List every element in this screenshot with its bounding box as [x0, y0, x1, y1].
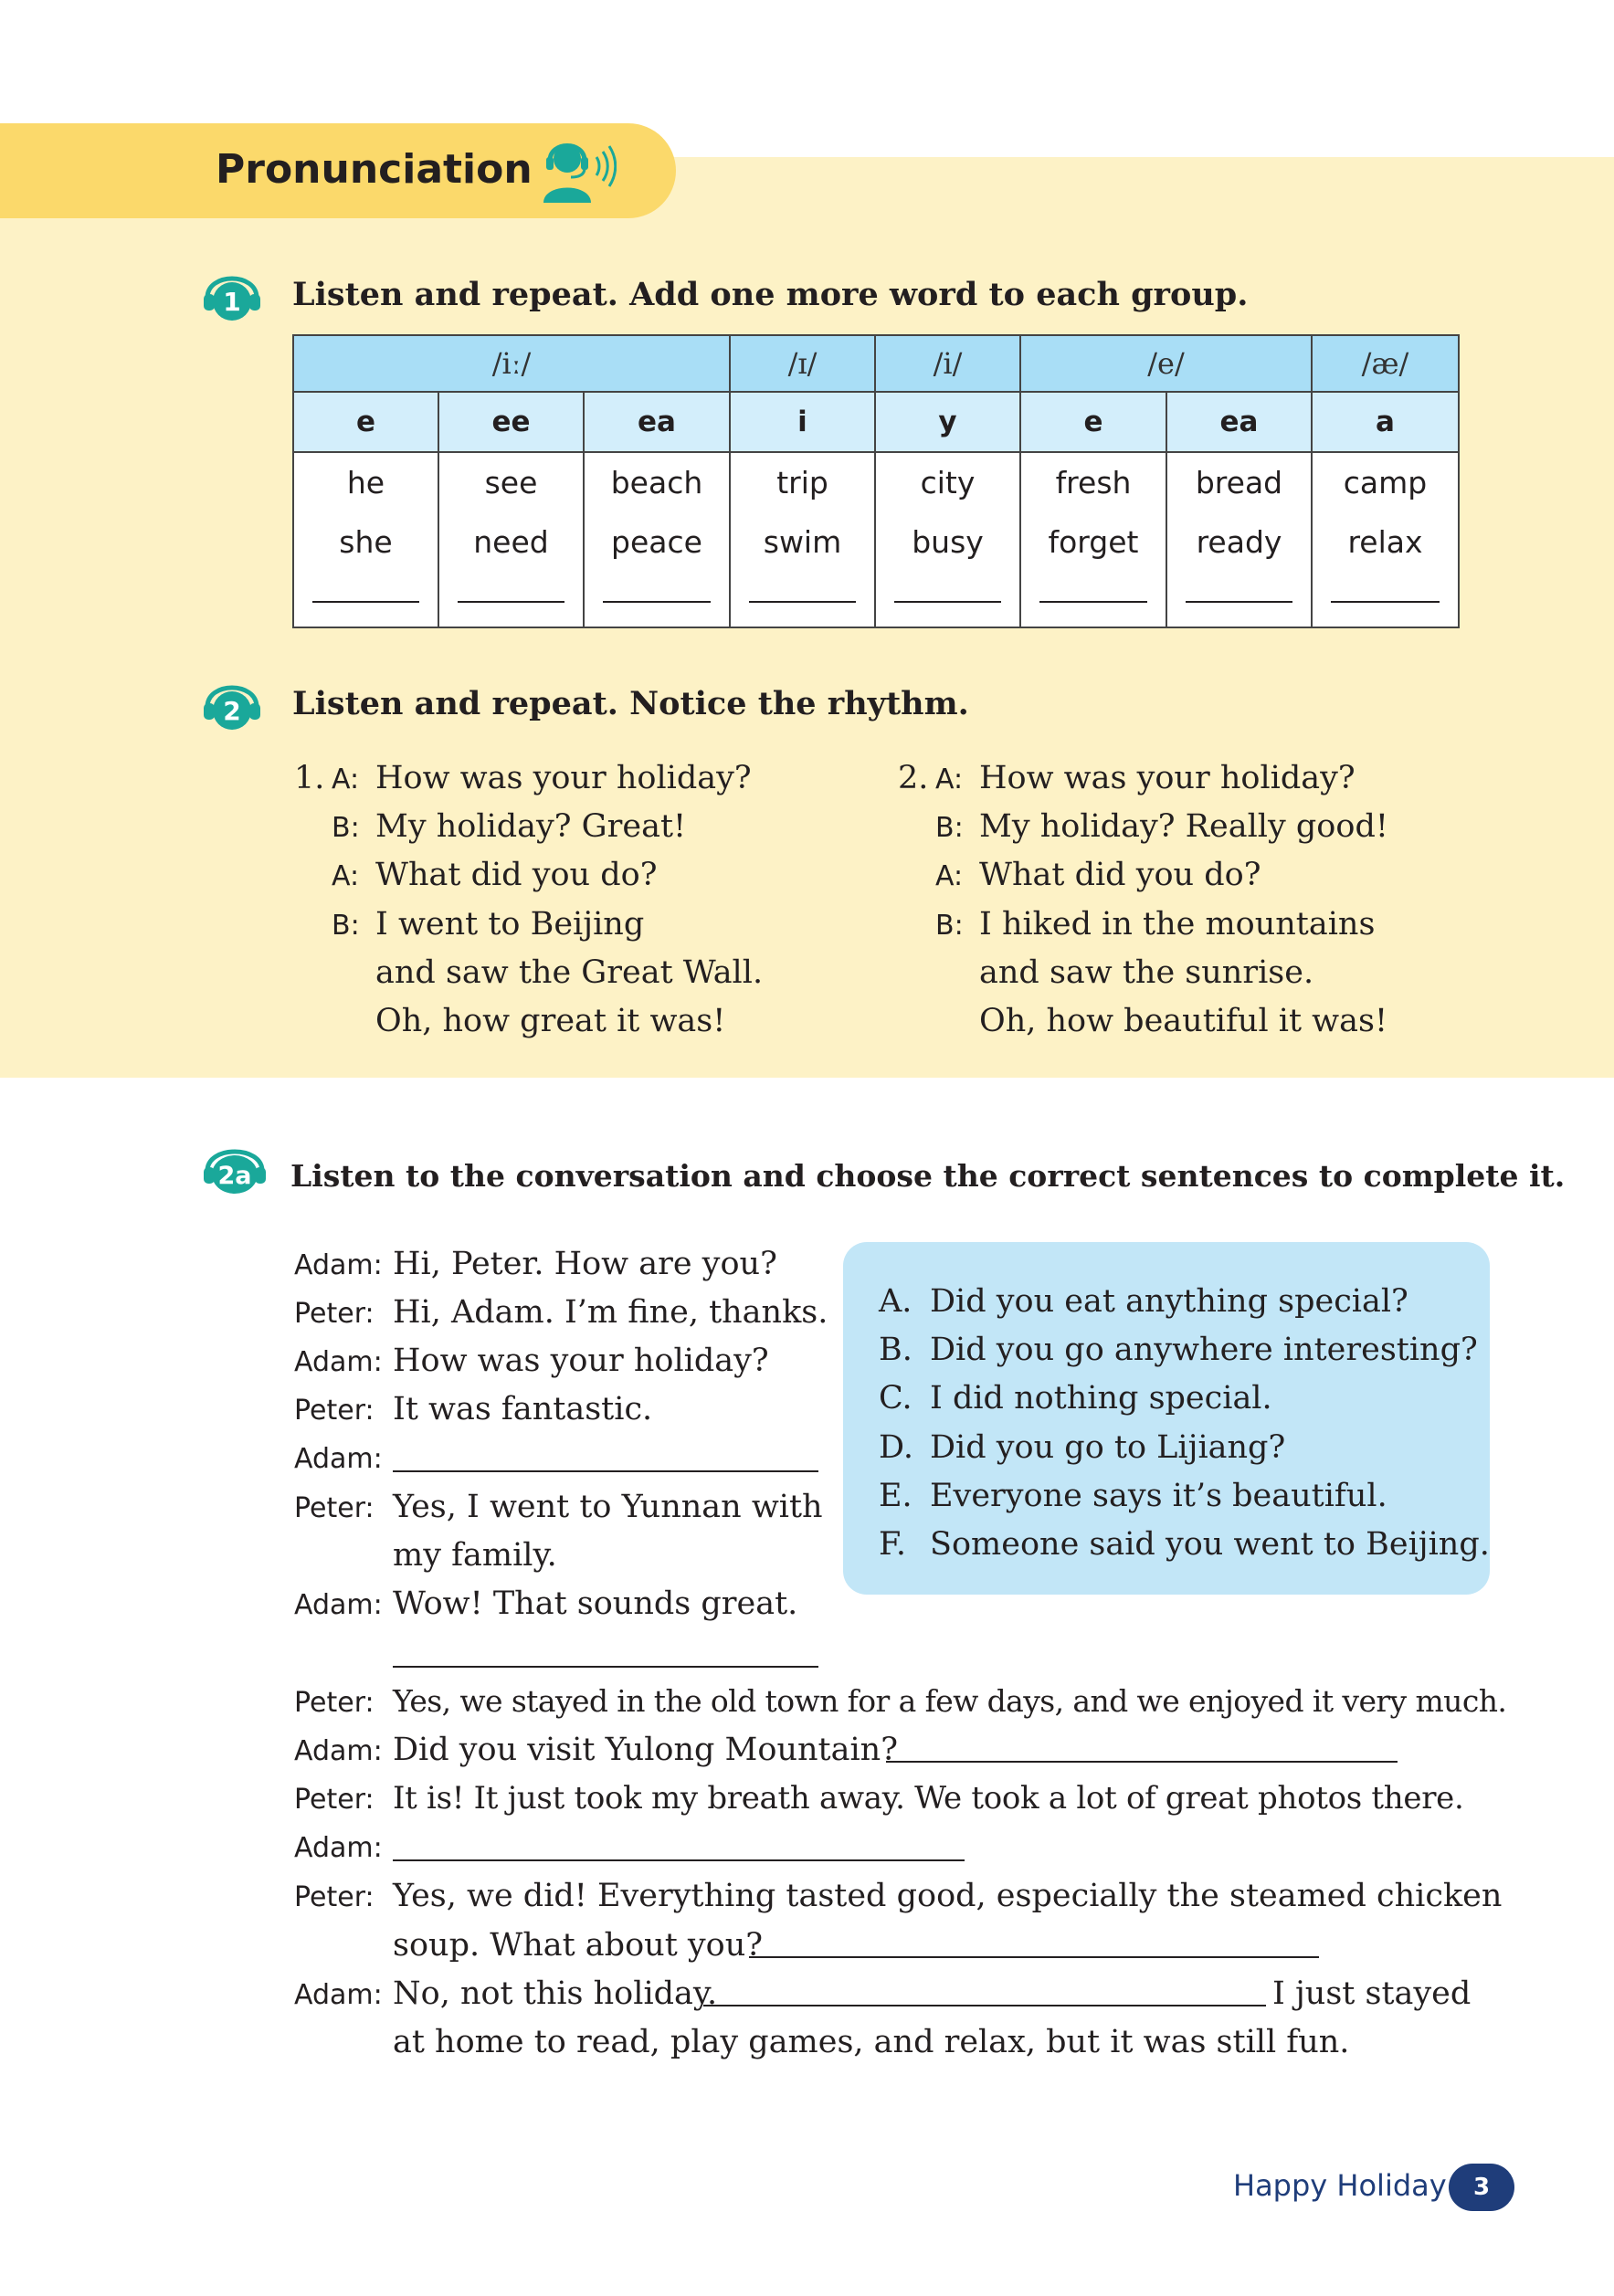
- answer-blank[interactable]: [393, 1666, 818, 1668]
- answer-blank[interactable]: [1039, 601, 1147, 603]
- activity2-instruction: Listen and repeat. Notice the rhythm.: [292, 685, 969, 722]
- speaker-label: Peter:: [294, 1881, 374, 1913]
- word-cell: [1020, 452, 1166, 627]
- conversation-line: How was your holiday?: [393, 1343, 769, 1379]
- speaker-label: A:: [332, 764, 360, 795]
- conversation-line: Yes, we did! Everything tasted good, especially the steamed chicken: [393, 1878, 1503, 1914]
- section-title: Pronunciation: [216, 146, 533, 193]
- dialog-line: and saw the Great Wall.: [375, 954, 764, 991]
- option-text[interactable]: I did nothing special.: [930, 1380, 1272, 1417]
- word: trip: [776, 465, 828, 500]
- word-cell: [1166, 452, 1312, 627]
- word-cell: [438, 452, 584, 627]
- phonics-table: [292, 334, 1460, 628]
- speaker-label: A:: [935, 860, 964, 892]
- speaker-label: Adam:: [294, 1443, 383, 1475]
- conversation-line: at home to read, play games, and relax, but it was still fun.: [393, 2024, 1350, 2060]
- conversation-line: Hi, Adam. I’m fine, thanks.: [393, 1294, 828, 1331]
- word: ready: [1196, 524, 1282, 560]
- answer-blank[interactable]: [393, 1470, 818, 1472]
- answer-blank[interactable]: [393, 1859, 965, 1861]
- letter-header: a: [1312, 392, 1459, 452]
- headset-icon: [534, 137, 617, 206]
- speaker-label: Peter:: [294, 1784, 374, 1816]
- letter-header: i: [730, 392, 875, 452]
- dialog-line: My holiday? Really good!: [979, 808, 1388, 845]
- word: camp: [1343, 465, 1428, 500]
- word: city: [920, 465, 976, 500]
- answer-blank[interactable]: [458, 601, 564, 603]
- word: peace: [611, 524, 702, 560]
- letter-header: ea: [1166, 392, 1312, 452]
- conversation-line: my family.: [393, 1537, 557, 1574]
- sound-header: /æ/: [1312, 335, 1459, 392]
- dialog-line: How was your holiday?: [979, 760, 1356, 796]
- speaker-label: Peter:: [294, 1687, 374, 1719]
- option-letter: F.: [879, 1526, 906, 1563]
- speaker-label: Peter:: [294, 1298, 374, 1330]
- answer-blank[interactable]: [312, 601, 419, 603]
- option-text[interactable]: Did you go anywhere interesting?: [930, 1332, 1478, 1368]
- speaker-label: Peter:: [294, 1492, 374, 1524]
- answer-blank[interactable]: [703, 2005, 1266, 2006]
- word-cell: [875, 452, 1020, 627]
- conversation-line: Wow! That sounds great.: [393, 1585, 798, 1622]
- sound-header: /i/: [875, 335, 1020, 392]
- dialog-line: How was your holiday?: [375, 760, 752, 796]
- word: relax: [1347, 524, 1423, 560]
- activity2a-instruction: Listen to the conversation and choose the correct sentences to complete it.: [290, 1158, 1566, 1194]
- dialog-line: What did you do?: [979, 857, 1261, 893]
- word: fresh: [1055, 465, 1132, 500]
- speaker-label: Adam:: [294, 1735, 383, 1767]
- letter-header: ee: [438, 392, 584, 452]
- activity-badge-number: 1: [223, 287, 241, 317]
- conversation-line: Hi, Peter. How are you?: [393, 1246, 777, 1282]
- word-cell: [584, 452, 730, 627]
- speaker-label: Adam:: [294, 1832, 383, 1864]
- speaker-label: B:: [332, 910, 360, 942]
- speaker-label: Adam:: [294, 1346, 383, 1378]
- word-cell: [1312, 452, 1459, 627]
- option-letter: B.: [879, 1332, 912, 1368]
- option-letter: D.: [879, 1429, 913, 1466]
- conversation-line: I just stayed: [1272, 1975, 1472, 2012]
- dialog-number: 1.: [294, 760, 325, 796]
- option-text[interactable]: Someone said you went to Beijing.: [930, 1526, 1490, 1563]
- conversation-line: It was fantastic.: [393, 1391, 653, 1427]
- option-letter: E.: [879, 1478, 912, 1514]
- activity-badge-number: 2: [223, 696, 241, 726]
- letter-header: y: [875, 392, 1020, 452]
- dialog-line: I hiked in the mountains: [979, 906, 1376, 943]
- word: she: [339, 524, 393, 560]
- speaker-label: B:: [935, 812, 964, 844]
- page-number: 3: [1449, 2164, 1514, 2211]
- dialog-line: Oh, how beautiful it was!: [979, 1003, 1388, 1039]
- dialog-line: I went to Beijing: [375, 906, 645, 943]
- answer-blank[interactable]: [1331, 601, 1440, 603]
- dialog-line: What did you do?: [375, 857, 658, 893]
- letter-header: e: [1020, 392, 1166, 452]
- speaker-label: Peter:: [294, 1395, 374, 1427]
- answer-blank[interactable]: [603, 601, 711, 603]
- speaker-label: B:: [935, 910, 964, 942]
- conversation-line: No, not this holiday.: [393, 1975, 718, 2012]
- speaker-label: A:: [332, 860, 360, 892]
- sound-header: /iː/: [293, 335, 730, 392]
- letter-header: e: [293, 392, 438, 452]
- option-letter: C.: [879, 1380, 912, 1417]
- option-text[interactable]: Did you go to Lijiang?: [930, 1429, 1286, 1466]
- dialog-line: Oh, how great it was!: [375, 1003, 726, 1039]
- word: see: [484, 465, 538, 500]
- headphones-badge-icon: [202, 1138, 268, 1198]
- speaker-label: B:: [332, 812, 360, 844]
- conversation-line: Yes, we stayed in the old town for a few days, and we enjoyed it very much.: [393, 1683, 1507, 1719]
- word: bread: [1195, 465, 1283, 500]
- answer-blank[interactable]: [894, 601, 1001, 603]
- word: forget: [1048, 524, 1139, 560]
- word: he: [346, 465, 385, 500]
- conversation-line: Yes, I went to Yunnan with: [393, 1489, 823, 1525]
- option-text[interactable]: Everyone says it’s beautiful.: [930, 1478, 1387, 1514]
- word: beach: [610, 465, 703, 500]
- speaker-label: Adam:: [294, 1249, 383, 1281]
- option-letter: A.: [879, 1283, 912, 1320]
- answer-blank[interactable]: [886, 1761, 1398, 1763]
- word-cell: [730, 452, 875, 627]
- conversation-line: soup. What about you?: [393, 1927, 764, 1964]
- dialog-line: and saw the sunrise.: [979, 954, 1314, 991]
- word: busy: [912, 524, 984, 560]
- sound-header: /ɪ/: [730, 335, 875, 392]
- headphones-badge-icon: [202, 674, 262, 734]
- answer-blank[interactable]: [749, 601, 856, 603]
- option-text[interactable]: Did you eat anything special?: [930, 1283, 1408, 1320]
- sound-header: /e/: [1020, 335, 1312, 392]
- answer-blank[interactable]: [1186, 601, 1292, 603]
- unit-title: Happy Holiday: [1233, 2168, 1447, 2203]
- conversation-line: Did you visit Yulong Mountain?: [393, 1732, 898, 1768]
- word: swim: [763, 524, 842, 560]
- activity1-instruction: Listen and repeat. Add one more word to each group.: [292, 276, 1249, 313]
- speaker-label: Adam:: [294, 1589, 383, 1621]
- word: need: [473, 524, 549, 560]
- conversation-line: It is! It just took my breath away. We took a lot of great photos there.: [393, 1780, 1464, 1817]
- headphones-badge-icon: [202, 265, 262, 325]
- speaker-label: Adam:: [294, 1979, 383, 2011]
- answer-blank[interactable]: [749, 1956, 1319, 1958]
- letter-header: ea: [584, 392, 730, 452]
- speaker-label: A:: [935, 764, 964, 795]
- activity-badge-number: 2a: [217, 1162, 252, 1190]
- word-cell: [293, 452, 438, 627]
- dialog-line: My holiday? Great!: [375, 808, 687, 845]
- dialog-number: 2.: [898, 760, 929, 796]
